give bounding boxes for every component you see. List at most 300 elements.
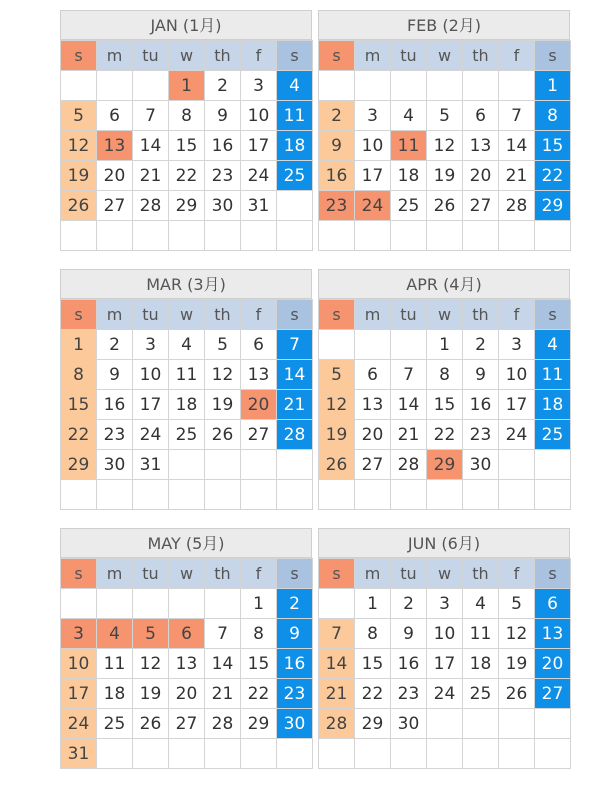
day-cell: 11	[277, 101, 313, 131]
weekday-label: f	[241, 300, 277, 330]
week-row	[61, 679, 313, 709]
day-cell: 29	[427, 450, 463, 480]
day-cell: 14	[133, 131, 169, 161]
day-cell: 23	[97, 420, 133, 450]
empty-cell	[391, 480, 427, 510]
day-cell: 29	[241, 709, 277, 739]
day-cell: 13	[169, 649, 205, 679]
week-row	[61, 191, 313, 221]
day-cell: 9	[205, 101, 241, 131]
day-cell: 14	[499, 131, 535, 161]
empty-cell	[61, 71, 97, 101]
day-cell: 20	[97, 161, 133, 191]
empty-cell	[277, 221, 313, 251]
empty-cell	[535, 221, 571, 251]
weekday-label: f	[499, 559, 535, 589]
day-cell: 16	[319, 161, 355, 191]
day-cell: 24	[355, 191, 391, 221]
day-cell: 13	[355, 390, 391, 420]
day-cell: 20	[535, 649, 571, 679]
weekday-label: s	[277, 559, 313, 589]
day-cell: 10	[355, 131, 391, 161]
day-cell: 18	[169, 390, 205, 420]
weekday-header-row	[319, 300, 571, 330]
day-cell: 12	[133, 649, 169, 679]
day-cell: 16	[391, 649, 427, 679]
week-row	[319, 739, 571, 769]
day-cell: 29	[169, 191, 205, 221]
day-cell: 6	[97, 101, 133, 131]
day-cell: 23	[391, 679, 427, 709]
day-cell: 14	[319, 649, 355, 679]
empty-cell	[241, 739, 277, 769]
empty-cell	[97, 221, 133, 251]
day-cell: 11	[97, 649, 133, 679]
weekday-label: s	[319, 300, 355, 330]
day-cell: 15	[355, 649, 391, 679]
week-row	[61, 589, 313, 619]
week-row	[61, 360, 313, 390]
empty-cell	[205, 589, 241, 619]
day-cell: 16	[97, 390, 133, 420]
empty-cell	[535, 450, 571, 480]
week-row	[319, 709, 571, 739]
empty-cell	[427, 71, 463, 101]
day-cell: 25	[391, 191, 427, 221]
empty-cell	[355, 480, 391, 510]
week-row	[319, 161, 571, 191]
day-cell: 5	[499, 589, 535, 619]
empty-cell	[391, 71, 427, 101]
day-cell: 5	[61, 101, 97, 131]
day-cell: 30	[277, 709, 313, 739]
week-row	[319, 131, 571, 161]
day-cell: 27	[463, 191, 499, 221]
day-cell: 25	[169, 420, 205, 450]
day-cell: 23	[319, 191, 355, 221]
empty-cell	[169, 589, 205, 619]
day-cell: 17	[241, 131, 277, 161]
day-cell: 2	[463, 330, 499, 360]
empty-cell	[133, 221, 169, 251]
week-row	[61, 101, 313, 131]
day-cell: 28	[133, 191, 169, 221]
day-cell: 28	[205, 709, 241, 739]
month-calendar-jun	[318, 528, 570, 769]
empty-cell	[319, 330, 355, 360]
day-cell: 24	[61, 709, 97, 739]
weekday-label: tu	[391, 41, 427, 71]
day-cell: 1	[61, 330, 97, 360]
weekday-header-row	[319, 559, 571, 589]
empty-cell	[205, 450, 241, 480]
day-cell: 13	[463, 131, 499, 161]
empty-cell	[61, 589, 97, 619]
empty-cell	[133, 71, 169, 101]
day-cell: 30	[463, 450, 499, 480]
weekday-label: s	[277, 41, 313, 71]
day-cell: 31	[133, 450, 169, 480]
day-cell: 18	[391, 161, 427, 191]
weekday-label: s	[535, 300, 571, 330]
week-row	[61, 649, 313, 679]
day-cell: 25	[97, 709, 133, 739]
day-cell: 31	[61, 739, 97, 769]
empty-cell	[463, 71, 499, 101]
day-cell: 6	[535, 589, 571, 619]
day-cell: 9	[277, 619, 313, 649]
empty-cell	[463, 739, 499, 769]
weekday-label: m	[355, 300, 391, 330]
empty-cell	[277, 191, 313, 221]
day-cell: 18	[277, 131, 313, 161]
empty-cell	[355, 71, 391, 101]
day-cell: 10	[241, 101, 277, 131]
empty-cell	[535, 709, 571, 739]
month-title: MAR (3月)	[60, 269, 312, 299]
day-cell: 8	[355, 619, 391, 649]
week-row	[319, 330, 571, 360]
day-cell: 8	[241, 619, 277, 649]
day-cell: 25	[277, 161, 313, 191]
day-cell: 1	[241, 589, 277, 619]
day-cell: 28	[391, 450, 427, 480]
month-title: FEB (2月)	[318, 10, 570, 40]
empty-cell	[319, 71, 355, 101]
empty-cell	[277, 450, 313, 480]
month-calendar-may	[60, 528, 312, 769]
day-cell: 26	[319, 450, 355, 480]
day-cell: 2	[97, 330, 133, 360]
empty-cell	[427, 709, 463, 739]
empty-cell	[277, 739, 313, 769]
weekday-label: s	[61, 559, 97, 589]
week-row	[61, 330, 313, 360]
day-cell: 26	[499, 679, 535, 709]
day-cell: 16	[463, 390, 499, 420]
weekday-header-row	[61, 300, 313, 330]
day-cell: 12	[319, 390, 355, 420]
day-cell: 20	[169, 679, 205, 709]
day-cell: 19	[61, 161, 97, 191]
day-cell: 14	[277, 360, 313, 390]
week-row	[319, 390, 571, 420]
day-cell: 21	[391, 420, 427, 450]
day-cell: 6	[169, 619, 205, 649]
weekday-label: m	[355, 559, 391, 589]
empty-cell	[97, 589, 133, 619]
day-cell: 2	[319, 101, 355, 131]
week-row	[61, 131, 313, 161]
day-cell: 4	[535, 330, 571, 360]
day-cell: 26	[61, 191, 97, 221]
day-cell: 14	[391, 390, 427, 420]
day-cell: 18	[97, 679, 133, 709]
empty-cell	[319, 589, 355, 619]
empty-cell	[463, 709, 499, 739]
day-cell: 21	[319, 679, 355, 709]
day-cell: 11	[391, 131, 427, 161]
day-cell: 29	[61, 450, 97, 480]
weekday-label: w	[169, 41, 205, 71]
week-row	[61, 161, 313, 191]
day-cell: 17	[355, 161, 391, 191]
empty-cell	[319, 480, 355, 510]
day-cell: 5	[427, 101, 463, 131]
day-cell: 7	[133, 101, 169, 131]
week-row	[319, 649, 571, 679]
day-cell: 2	[277, 589, 313, 619]
weekday-label: tu	[133, 559, 169, 589]
day-cell: 25	[535, 420, 571, 450]
day-cell: 20	[463, 161, 499, 191]
day-cell: 22	[535, 161, 571, 191]
empty-cell	[355, 330, 391, 360]
month-title: JUN (6月)	[318, 528, 570, 558]
empty-cell	[241, 480, 277, 510]
weekday-label: f	[499, 41, 535, 71]
day-cell: 4	[169, 330, 205, 360]
day-cell: 17	[427, 649, 463, 679]
day-cell: 27	[241, 420, 277, 450]
day-cell: 29	[355, 709, 391, 739]
empty-cell	[427, 480, 463, 510]
weekday-label: f	[241, 559, 277, 589]
weekday-label: s	[61, 41, 97, 71]
day-cell: 24	[241, 161, 277, 191]
day-cell: 10	[61, 649, 97, 679]
empty-cell	[97, 480, 133, 510]
empty-cell	[205, 739, 241, 769]
day-cell: 1	[535, 71, 571, 101]
day-cell: 10	[133, 360, 169, 390]
empty-cell	[133, 739, 169, 769]
weekday-label: w	[427, 300, 463, 330]
weekday-label: f	[499, 300, 535, 330]
day-cell: 1	[169, 71, 205, 101]
weekday-label: s	[319, 559, 355, 589]
day-cell: 14	[205, 649, 241, 679]
weekday-label: th	[463, 41, 499, 71]
weekday-label: w	[427, 41, 463, 71]
weekday-label: m	[97, 300, 133, 330]
weekday-label: th	[205, 559, 241, 589]
week-row	[319, 619, 571, 649]
day-cell: 5	[133, 619, 169, 649]
day-cell: 18	[463, 649, 499, 679]
empty-cell	[169, 450, 205, 480]
empty-cell	[169, 221, 205, 251]
empty-cell	[463, 480, 499, 510]
day-cell: 9	[463, 360, 499, 390]
month-title: MAY (5月)	[60, 528, 312, 558]
day-cell: 19	[133, 679, 169, 709]
day-cell: 24	[499, 420, 535, 450]
day-cell: 19	[499, 649, 535, 679]
day-cell: 17	[61, 679, 97, 709]
week-row	[61, 619, 313, 649]
day-cell: 25	[463, 679, 499, 709]
week-row	[61, 420, 313, 450]
month-calendar-jan	[60, 10, 312, 251]
week-row	[61, 709, 313, 739]
empty-cell	[463, 221, 499, 251]
day-cell: 2	[391, 589, 427, 619]
day-cell: 12	[205, 360, 241, 390]
weekday-label: w	[169, 300, 205, 330]
weekday-label: tu	[391, 559, 427, 589]
empty-cell	[169, 480, 205, 510]
weekday-label: th	[463, 300, 499, 330]
empty-cell	[535, 739, 571, 769]
week-row	[61, 71, 313, 101]
day-cell: 15	[535, 131, 571, 161]
day-cell: 7	[205, 619, 241, 649]
weekday-label: th	[463, 559, 499, 589]
day-cell: 7	[499, 101, 535, 131]
day-cell: 11	[463, 619, 499, 649]
week-row	[319, 679, 571, 709]
day-cell: 4	[97, 619, 133, 649]
empty-cell	[241, 221, 277, 251]
month-calendar-apr	[318, 269, 570, 510]
week-row	[319, 71, 571, 101]
empty-cell	[61, 480, 97, 510]
day-cell: 26	[427, 191, 463, 221]
day-cell: 8	[427, 360, 463, 390]
weekday-label: m	[97, 41, 133, 71]
day-cell: 30	[391, 709, 427, 739]
empty-cell	[499, 221, 535, 251]
day-cell: 24	[133, 420, 169, 450]
weekday-label: th	[205, 300, 241, 330]
week-row	[319, 450, 571, 480]
empty-cell	[133, 589, 169, 619]
day-cell: 6	[463, 101, 499, 131]
day-cell: 23	[277, 679, 313, 709]
day-cell: 8	[535, 101, 571, 131]
empty-cell	[277, 480, 313, 510]
calendar-grid	[318, 299, 571, 510]
weekday-label: s	[535, 41, 571, 71]
week-row	[319, 589, 571, 619]
day-cell: 21	[133, 161, 169, 191]
day-cell: 20	[355, 420, 391, 450]
empty-cell	[499, 71, 535, 101]
weekday-label: s	[61, 300, 97, 330]
day-cell: 21	[499, 161, 535, 191]
month-calendar-mar	[60, 269, 312, 510]
day-cell: 12	[427, 131, 463, 161]
weekday-label: w	[169, 559, 205, 589]
day-cell: 30	[97, 450, 133, 480]
day-cell: 26	[133, 709, 169, 739]
day-cell: 8	[61, 360, 97, 390]
day-cell: 27	[169, 709, 205, 739]
day-cell: 21	[277, 390, 313, 420]
day-cell: 19	[205, 390, 241, 420]
day-cell: 26	[205, 420, 241, 450]
day-cell: 8	[169, 101, 205, 131]
day-cell: 3	[133, 330, 169, 360]
day-cell: 3	[355, 101, 391, 131]
day-cell: 3	[61, 619, 97, 649]
empty-cell	[427, 739, 463, 769]
day-cell: 4	[391, 101, 427, 131]
day-cell: 4	[463, 589, 499, 619]
day-cell: 1	[427, 330, 463, 360]
weekday-label: tu	[133, 300, 169, 330]
day-cell: 29	[535, 191, 571, 221]
empty-cell	[499, 739, 535, 769]
day-cell: 19	[319, 420, 355, 450]
week-row	[61, 221, 313, 251]
weekday-label: m	[355, 41, 391, 71]
empty-cell	[97, 739, 133, 769]
week-row	[319, 480, 571, 510]
day-cell: 15	[241, 649, 277, 679]
weekday-label: s	[277, 300, 313, 330]
day-cell: 12	[499, 619, 535, 649]
day-cell: 6	[241, 330, 277, 360]
day-cell: 19	[427, 161, 463, 191]
day-cell: 7	[319, 619, 355, 649]
day-cell: 3	[499, 330, 535, 360]
empty-cell	[355, 739, 391, 769]
day-cell: 6	[355, 360, 391, 390]
day-cell: 22	[241, 679, 277, 709]
day-cell: 15	[427, 390, 463, 420]
month-title: APR (4月)	[318, 269, 570, 299]
week-row	[319, 191, 571, 221]
week-row	[61, 739, 313, 769]
day-cell: 11	[169, 360, 205, 390]
day-cell: 31	[241, 191, 277, 221]
day-cell: 7	[277, 330, 313, 360]
day-cell: 27	[535, 679, 571, 709]
empty-cell	[391, 739, 427, 769]
calendar-grid	[60, 558, 313, 769]
day-cell: 22	[169, 161, 205, 191]
day-cell: 2	[205, 71, 241, 101]
empty-cell	[205, 480, 241, 510]
day-cell: 15	[61, 390, 97, 420]
empty-cell	[535, 480, 571, 510]
empty-cell	[391, 221, 427, 251]
day-cell: 15	[169, 131, 205, 161]
day-cell: 9	[391, 619, 427, 649]
calendar-grid	[318, 40, 571, 251]
weekday-label: s	[535, 559, 571, 589]
day-cell: 9	[319, 131, 355, 161]
day-cell: 5	[205, 330, 241, 360]
day-cell: 17	[133, 390, 169, 420]
weekday-header-row	[61, 41, 313, 71]
day-cell: 7	[391, 360, 427, 390]
day-cell: 23	[463, 420, 499, 450]
empty-cell	[241, 450, 277, 480]
day-cell: 12	[61, 131, 97, 161]
day-cell: 28	[277, 420, 313, 450]
day-cell: 23	[205, 161, 241, 191]
empty-cell	[61, 221, 97, 251]
day-cell: 22	[355, 679, 391, 709]
day-cell: 17	[499, 390, 535, 420]
day-cell: 22	[61, 420, 97, 450]
empty-cell	[319, 739, 355, 769]
week-row	[61, 480, 313, 510]
day-cell: 13	[241, 360, 277, 390]
